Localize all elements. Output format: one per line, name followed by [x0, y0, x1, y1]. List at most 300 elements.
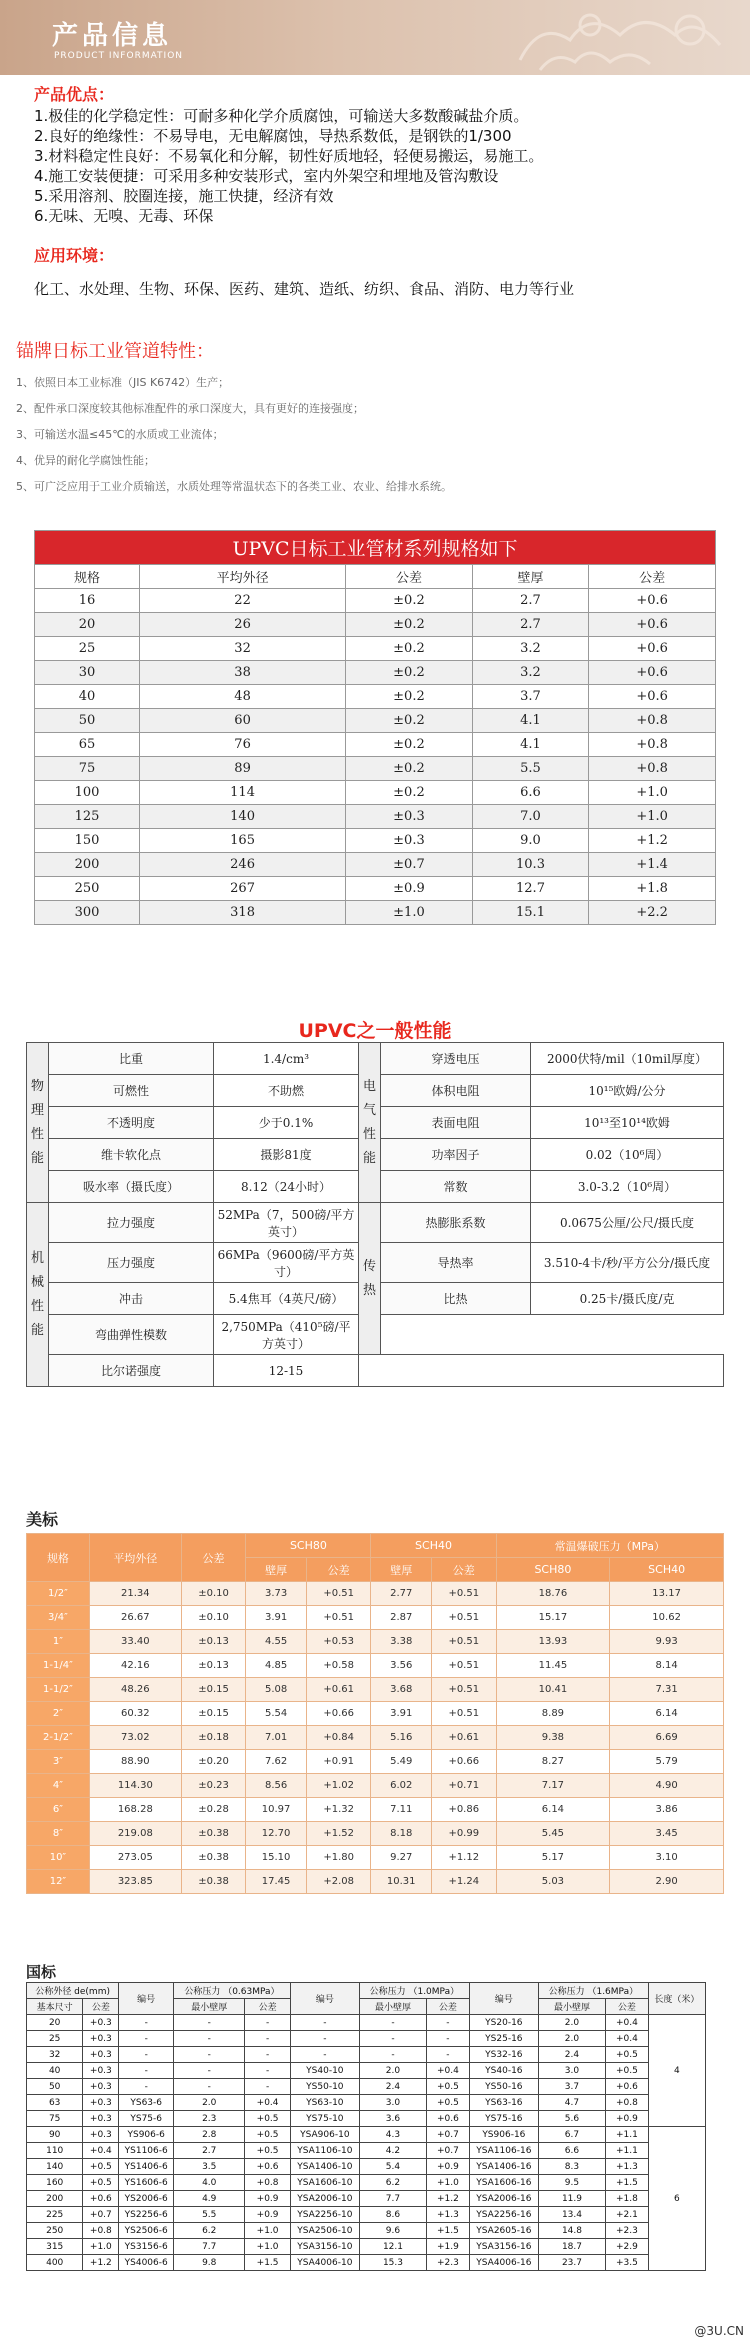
- prop-value: 2,750MPa（410⁵磅/平方英寸）: [214, 1315, 359, 1355]
- table-cell: -: [427, 2015, 470, 2031]
- table-row: [27, 1203, 724, 1243]
- table-cell: +0.6: [245, 2159, 290, 2175]
- table-cell: YS50-16: [469, 2079, 538, 2095]
- table-row: [27, 1750, 724, 1774]
- astm-header-cell: 壁厚: [246, 1558, 307, 1582]
- feature-item: 2、配件承口深度较其他标准配件的承口深度大，具有更好的连接强度；: [16, 402, 364, 415]
- table-cell: -: [119, 2047, 174, 2063]
- table-cell: 15.3: [359, 2255, 426, 2271]
- table-cell: +0.58: [306, 1654, 371, 1678]
- table-cell: ±0.2: [346, 733, 473, 757]
- jis-header-cell: 公差: [589, 565, 716, 589]
- table-cell: +0.84: [306, 1726, 371, 1750]
- table-cell: 7.62: [246, 1750, 307, 1774]
- table-cell: 6.2: [359, 2175, 426, 2191]
- table-cell: 26.67: [89, 1606, 181, 1630]
- table-cell: 25: [35, 637, 140, 661]
- features-block: [16, 340, 452, 504]
- prop-value: 少于0.1%: [214, 1107, 359, 1139]
- table-cell: +0.6: [589, 661, 716, 685]
- table-cell: YS63-6: [119, 2095, 174, 2111]
- table-cell: 13.93: [496, 1630, 610, 1654]
- table-cell: YSA1606-10: [290, 2175, 359, 2191]
- table-cell: +0.3: [83, 2079, 119, 2095]
- table-cell: ±0.38: [181, 1822, 246, 1846]
- table-cell: ±0.15: [181, 1702, 246, 1726]
- table-cell: 114.30: [89, 1774, 181, 1798]
- table-cell: 2.7: [174, 2143, 245, 2159]
- table-cell: +0.66: [431, 1750, 496, 1774]
- table-cell: 9.5: [538, 2175, 605, 2191]
- table-cell: +1.9: [427, 2239, 470, 2255]
- table-cell: -: [427, 2047, 470, 2063]
- general-title: UPVC之一般性能: [298, 1020, 452, 1042]
- advantage-item: 3.材料稳定性良好：不易氧化和分解，韧性好质地轻，轻便易搬运，易施工。: [34, 147, 544, 165]
- table-cell: +0.51: [431, 1606, 496, 1630]
- gb-header-cell: 公称压力 （0.63MPa）: [174, 1983, 291, 1999]
- table-cell: 7.01: [246, 1726, 307, 1750]
- astm-header-cell: SCH80: [496, 1558, 610, 1582]
- gb-header-cell: 公差: [427, 1999, 470, 2015]
- table-cell: +0.4: [83, 2143, 119, 2159]
- table-cell: 2.0: [359, 2063, 426, 2079]
- table-row: [35, 709, 716, 733]
- table-cell: -: [174, 2031, 245, 2047]
- table-cell: ±0.28: [181, 1798, 246, 1822]
- table-cell: -: [245, 2015, 290, 2031]
- table-cell: +1.0: [427, 2175, 470, 2191]
- table-cell: 10″: [27, 1846, 90, 1870]
- table-cell: ±0.9: [346, 877, 473, 901]
- table-cell: +2.3: [427, 2255, 470, 2271]
- table-cell: +0.53: [306, 1630, 371, 1654]
- table-cell: 12.7: [472, 877, 588, 901]
- table-cell: -: [290, 2047, 359, 2063]
- table-cell: 18.7: [538, 2239, 605, 2255]
- table-cell: YS906-6: [119, 2127, 174, 2143]
- table-cell: 4.3: [359, 2127, 426, 2143]
- table-row: [35, 589, 716, 613]
- table-cell: 15.10: [246, 1846, 307, 1870]
- table-cell: +0.51: [431, 1630, 496, 1654]
- prop-value: 5.4焦耳（4英尺/磅）: [214, 1283, 359, 1315]
- table-cell: 88.90: [89, 1750, 181, 1774]
- table-cell: 22: [140, 589, 346, 613]
- table-cell: 10.31: [371, 1870, 432, 1894]
- table-cell: 15.1: [472, 901, 588, 925]
- table-cell: 4.2: [359, 2143, 426, 2159]
- table-cell: +0.7: [427, 2127, 470, 2143]
- table-cell: +0.99: [431, 1822, 496, 1846]
- gb-header-cell: 编号: [469, 1983, 538, 2015]
- table-cell: +1.1: [606, 2143, 649, 2159]
- table-cell: 273.05: [89, 1846, 181, 1870]
- gb-header-cell: 公差: [606, 1999, 649, 2015]
- prop-value: 0.02（10⁶周）: [531, 1139, 724, 1171]
- table-cell: 2.4: [359, 2079, 426, 2095]
- table-row: [27, 2239, 706, 2255]
- table-cell: 11.9: [538, 2191, 605, 2207]
- table-header-row: [27, 1983, 706, 1999]
- table-cell: 75: [35, 757, 140, 781]
- table-cell: 4.9: [174, 2191, 245, 2207]
- table-cell: 165: [140, 829, 346, 853]
- table-row: [27, 1798, 724, 1822]
- table-cell: +0.71: [431, 1774, 496, 1798]
- table-cell: 6.02: [371, 1774, 432, 1798]
- table-cell: 160: [27, 2175, 83, 2191]
- table-cell: +1.3: [606, 2159, 649, 2175]
- table-cell: 20: [27, 2015, 83, 2031]
- table-cell: 5.4: [359, 2159, 426, 2175]
- table-cell: +1.4: [589, 853, 716, 877]
- gb-header-cell: 公称外径 de(mm): [27, 1983, 119, 1999]
- table-cell: 3.0: [538, 2063, 605, 2079]
- phys-label: 物 理 性 能: [27, 1043, 49, 1203]
- table-row: [27, 2127, 706, 2143]
- table-cell: +0.6: [589, 685, 716, 709]
- table-cell: +0.6: [589, 637, 716, 661]
- gb-header-cell: 公称压力 （1.0MPa）: [359, 1983, 469, 1999]
- table-cell: ±0.2: [346, 589, 473, 613]
- table-cell: ±0.3: [346, 805, 473, 829]
- table-cell: 114: [140, 781, 346, 805]
- jis-header-cell: 规格: [35, 565, 140, 589]
- table-row: [27, 2175, 706, 2191]
- table-cell: 5.54: [246, 1702, 307, 1726]
- advantage-item: 1.极佳的化学稳定性：可耐多种化学介质腐蚀，可输送大多数酸碱盐介质。: [34, 107, 529, 125]
- section-subtitle: PRODUCT INFORMATION: [54, 51, 184, 61]
- table-cell: 8.6: [359, 2207, 426, 2223]
- table-cell: +2.2: [589, 901, 716, 925]
- table-cell: 8.27: [496, 1750, 610, 1774]
- table-cell: 4.90: [610, 1774, 724, 1798]
- advantage-item: 5.采用溶剂、胶圈连接，施工快捷，经济有效: [34, 187, 334, 205]
- table-cell: YSA2506-10: [290, 2223, 359, 2239]
- table-cell: 90: [27, 2127, 83, 2143]
- table-cell: 3.56: [371, 1654, 432, 1678]
- table-cell: 4.0: [174, 2175, 245, 2191]
- table-row: [27, 2079, 706, 2095]
- table-row: [35, 877, 716, 901]
- table-cell: 73.02: [89, 1726, 181, 1750]
- table-cell: 3.91: [371, 1702, 432, 1726]
- astm-header-cell: 公差: [306, 1558, 371, 1582]
- table-cell: +0.3: [83, 2063, 119, 2079]
- table-cell: YS1406-6: [119, 2159, 174, 2175]
- length-cell: 6: [648, 2127, 705, 2271]
- table-cell: +0.51: [431, 1582, 496, 1606]
- table-cell: 150: [35, 829, 140, 853]
- table-row: [27, 2095, 706, 2111]
- table-cell: 10.97: [246, 1798, 307, 1822]
- prop-name: 体积电阻: [381, 1075, 531, 1107]
- table-row: [27, 2207, 706, 2223]
- table-cell: 9.8: [174, 2255, 245, 2271]
- astm-header-cell: SCH40: [610, 1558, 724, 1582]
- table-cell: 2.7: [472, 613, 588, 637]
- table-cell: 5.16: [371, 1726, 432, 1750]
- table-cell: YS4006-6: [119, 2255, 174, 2271]
- table-cell: -: [119, 2063, 174, 2079]
- table-cell: 3/4″: [27, 1606, 90, 1630]
- table-cell: 5.08: [246, 1678, 307, 1702]
- table-cell: +1.0: [245, 2223, 290, 2239]
- table-cell: ±0.2: [346, 757, 473, 781]
- table-cell: YS2256-6: [119, 2207, 174, 2223]
- table-cell: 12.70: [246, 1822, 307, 1846]
- prop-name: 冲击: [49, 1283, 214, 1315]
- table-cell: 2.87: [371, 1606, 432, 1630]
- table-cell: ±0.2: [346, 637, 473, 661]
- table-cell: ±0.13: [181, 1654, 246, 1678]
- table-row: [35, 853, 716, 877]
- table-cell: 225: [27, 2207, 83, 2223]
- table-cell: 3.91: [246, 1606, 307, 1630]
- table-cell: 110: [27, 2143, 83, 2159]
- table-cell: -: [245, 2047, 290, 2063]
- table-cell: 2.3: [174, 2111, 245, 2127]
- table-cell: +1.0: [589, 805, 716, 829]
- table-cell: 1-1/2″: [27, 1678, 90, 1702]
- gb-title: 国标: [26, 1963, 57, 1981]
- table-cell: 246: [140, 853, 346, 877]
- table-cell: 5.5: [174, 2207, 245, 2223]
- astm-header-cell: SCH40: [371, 1534, 496, 1558]
- prop-value: 8.12（24小时）: [214, 1171, 359, 1203]
- table-row: [27, 2255, 706, 2271]
- table-cell: +1.5: [606, 2175, 649, 2191]
- table-cell: ±0.2: [346, 685, 473, 709]
- advantages-block: [34, 84, 543, 226]
- table-cell: 125: [35, 805, 140, 829]
- table-cell: 5.79: [610, 1750, 724, 1774]
- astm-header-cell: 公差: [431, 1558, 496, 1582]
- table-cell: +1.80: [306, 1846, 371, 1870]
- table-cell: YSA906-10: [290, 2127, 359, 2143]
- table-cell: +0.4: [245, 2095, 290, 2111]
- table-cell: 6.2: [174, 2223, 245, 2239]
- astm-header-cell: 平均外径: [89, 1534, 181, 1582]
- prop-value: 不助燃: [214, 1075, 359, 1107]
- prop-name: 压力强度: [49, 1243, 214, 1283]
- table-cell: +0.5: [245, 2143, 290, 2159]
- table-cell: 6.7: [538, 2127, 605, 2143]
- table-cell: 4.55: [246, 1630, 307, 1654]
- astm-title: 美标: [26, 1510, 59, 1529]
- table-cell: +0.86: [431, 1798, 496, 1822]
- prop-name: 比尔诺强度: [49, 1355, 214, 1387]
- table-cell: YSA2605-16: [469, 2223, 538, 2239]
- table-cell: YSA1106-16: [469, 2143, 538, 2159]
- table-cell: +0.6: [606, 2079, 649, 2095]
- table-cell: 8″: [27, 1822, 90, 1846]
- prop-name: 不透明度: [49, 1107, 214, 1139]
- prop-value: 摄影81度: [214, 1139, 359, 1171]
- table-row: [35, 613, 716, 637]
- table-cell: 10.62: [610, 1606, 724, 1630]
- table-cell: 2.4: [538, 2047, 605, 2063]
- table-cell: +0.51: [431, 1654, 496, 1678]
- advantages-title: 产品优点：: [34, 85, 115, 104]
- table-cell: ±0.7: [346, 853, 473, 877]
- table-cell: +1.8: [606, 2191, 649, 2207]
- advantage-item: 2.良好的绝缘性：不易导电，无电解腐蚀，导热系数低，是钢铁的1/300: [34, 127, 512, 145]
- table-row: [27, 2031, 706, 2047]
- table-cell: 7.31: [610, 1678, 724, 1702]
- table-cell: 12″: [27, 1870, 90, 1894]
- table-cell: 2.77: [371, 1582, 432, 1606]
- table-cell: -: [245, 2063, 290, 2079]
- table-cell: +0.61: [306, 1678, 371, 1702]
- table-cell: 2″: [27, 1702, 90, 1726]
- table-cell: 26: [140, 613, 346, 637]
- table-cell: +0.4: [427, 2063, 470, 2079]
- prop-name: 维卡软化点: [49, 1139, 214, 1171]
- table-cell: +0.8: [606, 2095, 649, 2111]
- table-cell: YS3156-6: [119, 2239, 174, 2255]
- table-cell: YSA4006-10: [290, 2255, 359, 2271]
- table-cell: 32: [27, 2047, 83, 2063]
- table-cell: YS75-10: [290, 2111, 359, 2127]
- prop-name: 比热: [381, 1283, 531, 1315]
- table-cell: ±0.20: [181, 1750, 246, 1774]
- prop-name: 常数: [381, 1171, 531, 1203]
- table-cell: +0.51: [431, 1702, 496, 1726]
- gb-header-cell: 编号: [119, 1983, 174, 2015]
- table-cell: 7.7: [174, 2239, 245, 2255]
- table-cell: 3.0: [359, 2095, 426, 2111]
- table-row: [35, 637, 716, 661]
- prop-name: 穿透电压: [381, 1043, 531, 1075]
- table-cell: 5.6: [538, 2111, 605, 2127]
- table-cell: 5.49: [371, 1750, 432, 1774]
- table-cell: 20: [35, 613, 140, 637]
- table-cell: 3.2: [472, 661, 588, 685]
- table-cell: ±1.0: [346, 901, 473, 925]
- table-cell: 7.11: [371, 1798, 432, 1822]
- table-cell: YSA3156-16: [469, 2239, 538, 2255]
- table-cell: YSA2256-10: [290, 2207, 359, 2223]
- table-cell: YS906-16: [469, 2127, 538, 2143]
- table-cell: +1.2: [83, 2255, 119, 2271]
- prop-value: 1.4/cm³: [214, 1043, 359, 1075]
- table-row: [27, 1846, 724, 1870]
- table-cell: -: [359, 2015, 426, 2031]
- table-cell: +0.3: [83, 2031, 119, 2047]
- table-cell: 2.0: [538, 2031, 605, 2047]
- table-cell: YS40-16: [469, 2063, 538, 2079]
- gb-header-cell: 公称压力 （1.6MPa）: [538, 1983, 648, 1999]
- table-cell: 250: [35, 877, 140, 901]
- table-cell: -: [245, 2079, 290, 2095]
- table-cell: 10.3: [472, 853, 588, 877]
- table-cell: -: [119, 2015, 174, 2031]
- table-cell: +0.4: [606, 2015, 649, 2031]
- table-cell: ±0.23: [181, 1774, 246, 1798]
- table-cell: +1.02: [306, 1774, 371, 1798]
- table-cell: YSA2006-16: [469, 2191, 538, 2207]
- table-cell: 32: [140, 637, 346, 661]
- table-cell: 2.7: [472, 589, 588, 613]
- table-cell: ±0.38: [181, 1846, 246, 1870]
- table-cell: YS50-10: [290, 2079, 359, 2095]
- table-cell: 2-1/2″: [27, 1726, 90, 1750]
- table-cell: YS75-6: [119, 2111, 174, 2127]
- table-cell: 7.17: [496, 1774, 610, 1798]
- table-cell: 12.1: [359, 2239, 426, 2255]
- table-cell: 38: [140, 661, 346, 685]
- table-cell: +2.1: [606, 2207, 649, 2223]
- table-row: [35, 805, 716, 829]
- prop-value: 0.25卡/摄氏度/克: [531, 1283, 724, 1315]
- table-cell: YSA3156-10: [290, 2239, 359, 2255]
- table-row: [27, 1582, 724, 1606]
- table-row: [27, 1630, 724, 1654]
- feature-item: 1、依照日本工业标准（JIS K6742）生产；: [16, 376, 230, 389]
- table-cell: 5.45: [496, 1822, 610, 1846]
- table-cell: +0.51: [431, 1678, 496, 1702]
- cloud-pattern-icon: [480, 0, 740, 75]
- table-cell: 5.03: [496, 1870, 610, 1894]
- table-cell: YSA1606-16: [469, 2175, 538, 2191]
- jis-header-cell: 平均外径: [140, 565, 346, 589]
- table-row: [27, 2047, 706, 2063]
- table-cell: 3.86: [610, 1798, 724, 1822]
- table-cell: +1.52: [306, 1822, 371, 1846]
- gb-header-cell: 基本尺寸: [27, 1999, 83, 2015]
- table-cell: YSA2256-16: [469, 2207, 538, 2223]
- prop-value: 2000伏特/mil（10mil厚度）: [531, 1043, 724, 1075]
- env-text: 化工、水处理、生物、环保、医药、建筑、造纸、纺织、食品、消防、电力等行业: [34, 280, 575, 298]
- heat-label: 传 热: [359, 1203, 381, 1355]
- table-cell: 3.7: [472, 685, 588, 709]
- table-cell: +1.3: [427, 2207, 470, 2223]
- table-row: [27, 1355, 724, 1387]
- table-cell: +0.7: [83, 2207, 119, 2223]
- table-cell: +0.6: [589, 589, 716, 613]
- features-title: 锚牌日标工业管道特性：: [16, 341, 214, 362]
- table-cell: 5.17: [496, 1846, 610, 1870]
- table-cell: 140: [140, 805, 346, 829]
- table-cell: 63: [27, 2095, 83, 2111]
- table-row: [35, 781, 716, 805]
- table-cell: ±0.2: [346, 613, 473, 637]
- table-cell: 140: [27, 2159, 83, 2175]
- table-cell: 3.10: [610, 1846, 724, 1870]
- table-cell: +0.5: [245, 2127, 290, 2143]
- table-cell: +0.3: [83, 2095, 119, 2111]
- table-cell: YS20-16: [469, 2015, 538, 2031]
- table-cell: +0.9: [427, 2159, 470, 2175]
- table-cell: 65: [35, 733, 140, 757]
- prop-name: 功率因子: [381, 1139, 531, 1171]
- table-cell: 40: [35, 685, 140, 709]
- table-cell: ±0.15: [181, 1678, 246, 1702]
- prop-name: 表面电阻: [381, 1107, 531, 1139]
- table-cell: 9.38: [496, 1726, 610, 1750]
- table-cell: +0.8: [589, 709, 716, 733]
- table-cell: YSA1406-10: [290, 2159, 359, 2175]
- table-cell: 2.0: [174, 2095, 245, 2111]
- table-cell: 3.2: [472, 637, 588, 661]
- table-cell: 89: [140, 757, 346, 781]
- prop-value: 3.0-3.2（10⁶周）: [531, 1171, 724, 1203]
- astm-header-cell: 壁厚: [371, 1558, 432, 1582]
- table-cell: 6.6: [538, 2143, 605, 2159]
- table-cell: 1/2″: [27, 1582, 90, 1606]
- table-cell: 1-1/4″: [27, 1654, 90, 1678]
